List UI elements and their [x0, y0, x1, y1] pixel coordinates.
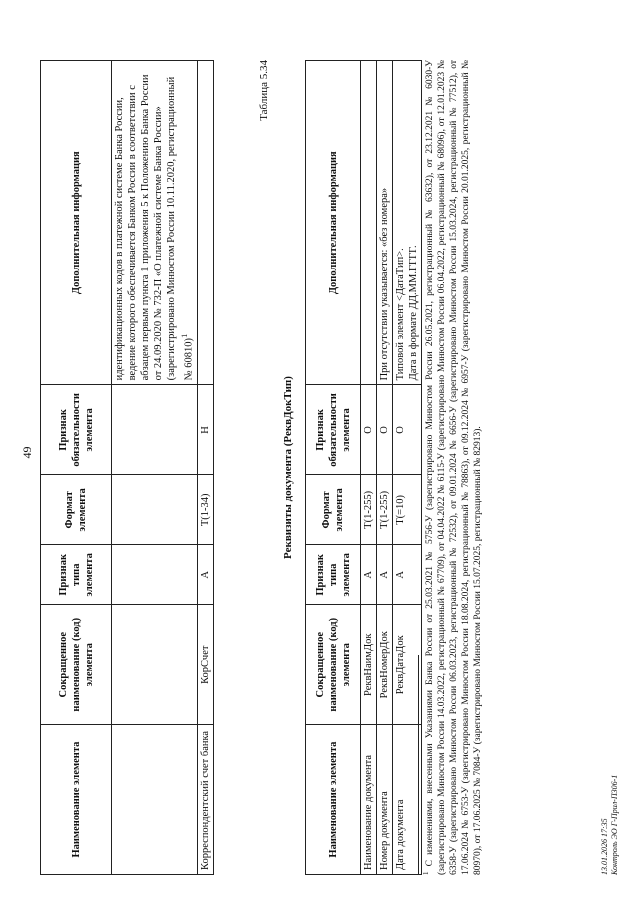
table-header-row	[41, 61, 112, 875]
table-row	[112, 61, 198, 875]
column-header: Признак типа элемента	[306, 545, 361, 605]
footnote	[420, 60, 484, 875]
element-type-cell: А	[197, 545, 213, 605]
table-row	[197, 61, 213, 875]
element-format-cell: T(1-255)	[377, 475, 393, 545]
column-header: Наименование элемента	[306, 725, 361, 875]
column-header: Дополнительная информация	[306, 61, 361, 385]
element-required-cell	[112, 385, 198, 475]
table-row	[377, 61, 393, 875]
column-header: Признак обязательности элемента	[306, 385, 361, 475]
additional-info-cell	[112, 61, 198, 385]
elements-table-continued	[40, 60, 214, 875]
column-header: Сокращенное наименование (код) элемента	[41, 605, 112, 725]
element-required-cell: Н	[197, 385, 213, 475]
page-number: 49	[20, 446, 34, 459]
footnote-reference: 1	[179, 333, 189, 339]
table-header-row	[306, 61, 361, 875]
table-number-label: Таблица 5.34	[258, 60, 270, 121]
element-code-cell	[112, 605, 198, 725]
document-requisites-table	[305, 60, 422, 875]
element-required-cell: О	[377, 385, 393, 475]
additional-info-cell	[361, 61, 377, 385]
table-title: Реквизиты документа (РеквДокТип)	[282, 376, 294, 559]
element-code-cell: РеквНаимДок	[361, 605, 377, 725]
print-stamp-date: 13.01.2026 17:35	[600, 818, 609, 875]
element-code-cell: КорСчет	[197, 605, 213, 725]
element-format-cell: T(=10)	[393, 475, 422, 545]
element-name-cell: Корреспондентский счет банка	[197, 725, 213, 875]
column-header: Сокращенное наименование (код) элемента	[306, 605, 361, 725]
footnote-divider	[418, 655, 419, 875]
element-type-cell: А	[393, 545, 422, 605]
additional-info-text: идентификационных кодов в платежной системе Банка России, ведение которого обеспечивается Банком России в соответствии с абзацем первым пункта 1 приложения 5 к Положению Банка России от 24.09.2020 № 732-П «О платежной системе Банка России» (зарегистрировано Минюстом России 10.11.2020, регистрационный № 60810)	[114, 74, 195, 381]
print-stamp-control: Контроль ЭО Г-Прил-П306-1	[610, 774, 619, 875]
element-name-cell	[112, 725, 198, 875]
element-format-cell	[112, 475, 198, 545]
element-code-cell: РеквДатаДок	[393, 605, 422, 725]
column-header: Дополнительная информация	[41, 61, 112, 385]
column-header: Наименование элемента	[41, 725, 112, 875]
element-type-cell	[112, 545, 198, 605]
additional-info-cell	[393, 61, 422, 385]
element-name-cell: Номер документа	[377, 725, 393, 875]
element-code-cell: РеквНомерДок	[377, 605, 393, 725]
additional-info-line: Дата в формате ДД.ММ.ГГГГ.	[408, 245, 419, 381]
column-header: Признак обязательности элемента	[41, 385, 112, 475]
element-name-cell: Наименование документа	[361, 725, 377, 875]
additional-info-line: Типовой элемент <ДатаТип>.	[395, 248, 406, 381]
element-name-cell: Дата документа	[393, 725, 422, 875]
element-format-cell: T(1-34)	[197, 475, 213, 545]
footnote-marker: 1	[422, 871, 430, 875]
element-format-cell: T(1-255)	[361, 475, 377, 545]
column-header: Признак типа элемента	[41, 545, 112, 605]
footnote-text: С изменениями, внесенными Указаниями Банка России от 25.03.2021 № 5756-У (зарегистрировано Минюстом России 26.05.2021, регистрационный № 63632), от 23.12.2021 № 6030-У (зарегистрировано Минюстом России 14.03.2022, регистрационный № 67709), от 04.04.2022 № 6115-У (зарегистрировано Минюстом России 06.04.2022, регистрационный № 68096), от 12.01.2023 № 6358-У (зарегистрировано Минюстом России 06.03.2023, регистрационный № 72532), от 09.01.2024 № 6656-У (зарегистрировано Минюстом России 15.03.2024, регистрационный № 77512), от 17.06.2024 № 6753-У (зарегистрировано Минюстом России 18.08.2024, регистрационный № 78863), от 09.12.2024 № 6957-У (зарегистрировано Минюстом России 20.01.2025, регистрационный № 80970), от 17.06.2025 № 7084-У (зарегистрировано Минюстом России 15.07.2025, регистрационный № 82913).	[425, 59, 484, 875]
element-required-cell: О	[361, 385, 377, 475]
table-row	[361, 61, 377, 875]
additional-info-cell	[197, 61, 213, 385]
element-type-cell: А	[361, 545, 377, 605]
additional-info-cell: При отсутствии указывается: «без номера»	[377, 61, 393, 385]
element-type-cell: А	[377, 545, 393, 605]
column-header: Формат элемента	[306, 475, 361, 545]
column-header: Формат элемента	[41, 475, 112, 545]
element-required-cell: О	[393, 385, 422, 475]
